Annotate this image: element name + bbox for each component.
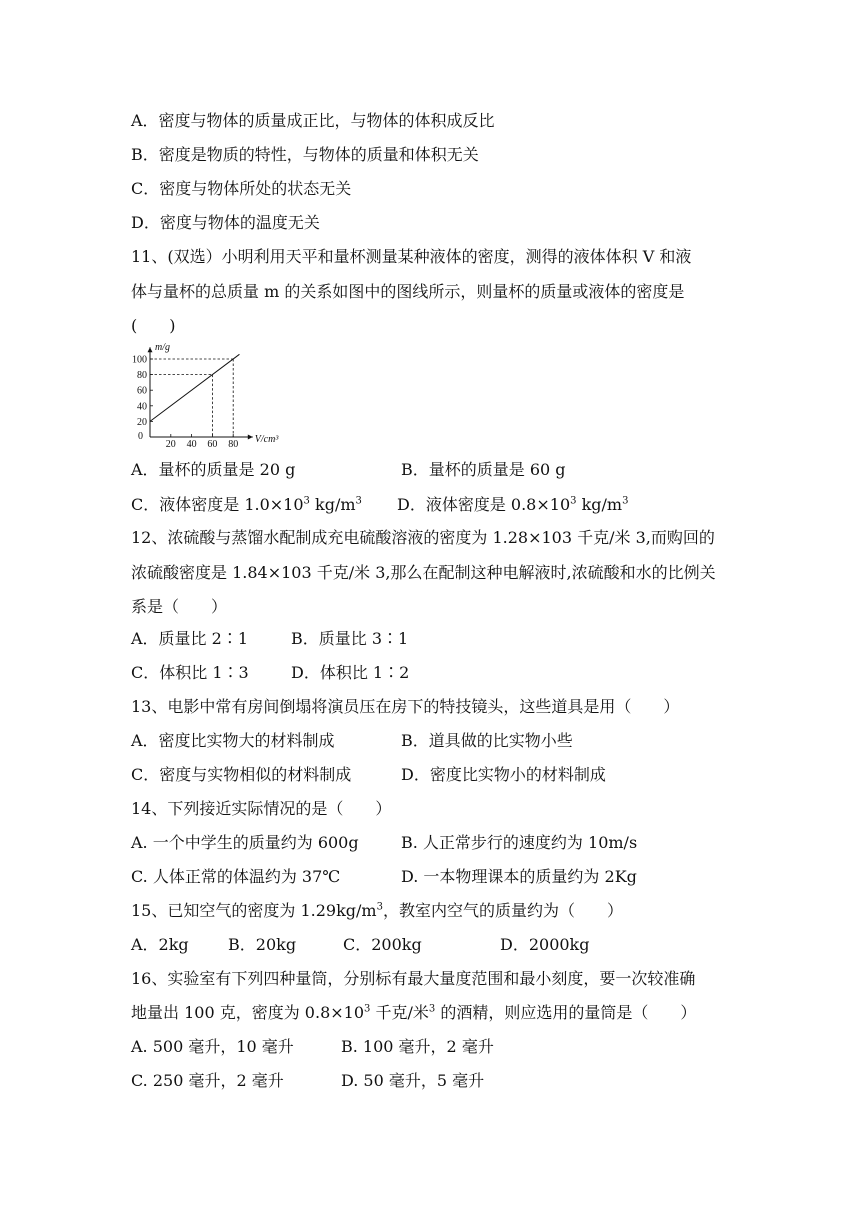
q13-option-b: B．道具做的比实物小些 — [401, 731, 573, 750]
x-tick-label: 20 — [165, 439, 176, 450]
graph-guides — [150, 359, 233, 437]
y-tick-label: 100 — [132, 354, 147, 366]
q12-stem-line3: 系是（ ） — [131, 597, 228, 616]
q16-option-d: D. 50 毫升，5 毫升 — [341, 1071, 485, 1090]
q16-stem-line2: 地量出 100 克，密度为 $0.8\times 10^3$ 千克/米$^3$ 的酒精，则应选用的量筒是（ ） — [131, 1003, 697, 1022]
q11-stem-line2: 体与量杯的总质量 m 的关系如图中的图线所示，则量杯的质量或液体的密度是 — [131, 282, 685, 301]
q15-option-d: D．2000kg — [500, 935, 590, 954]
q14-option-d: D. 一本物理课本的质量约为 2Kg — [401, 867, 637, 886]
q14-stem: 14、下列接近实际情况的是（ ） — [131, 799, 392, 818]
x-axis-arrow — [248, 435, 253, 440]
q10-option-c: C．密度与物体所处的状态无关 — [131, 179, 352, 198]
q10-option-d: D．密度与物体的温度无关 — [131, 213, 320, 232]
origin-label: 0 — [138, 431, 143, 442]
y-axis-label: m/g — [155, 342, 170, 354]
graph-labels — [132, 342, 279, 450]
q12-option-a: A．质量比 2∶1 — [131, 629, 249, 648]
q13-stem: 13、电影中常有房间倒塌将演员压在房下的特技镜头，这些道具是用（ ） — [131, 697, 680, 716]
q11-option-d: D．液体密度是 $0.8\times 10^3$ $kg/m^3$ — [397, 495, 629, 514]
q13-option-a: A．密度比实物大的材料制成 — [131, 731, 335, 750]
q15-stem: 15、已知空气的密度为 $1.29kg/m^3$，教室内空气的质量约为（ ） — [131, 901, 623, 920]
q16-option-b: B. 100 毫升，2 毫升 — [341, 1037, 494, 1056]
q14-option-b: B. 人正常步行的速度约为 10m/s — [401, 833, 638, 852]
q12-stem-line2: 浓硫酸密度是 1.84×103 千克/米 3,那么在配制这种电解液时,浓硫酸和水的比例关 — [131, 563, 716, 582]
graph-series — [150, 354, 239, 421]
x-tick-label: 60 — [207, 439, 218, 450]
q10-option-a: A．密度与物体的质量成正比，与物体的体积成反比 — [131, 111, 495, 130]
y-tick-label: 80 — [137, 370, 147, 382]
graph-axes — [148, 347, 253, 439]
q16-stem-line1: 16、实验室有下列四种量筒，分别标有最大量度范围和最小刻度，要一次较准确 — [131, 969, 696, 988]
y-tick-label: 60 — [137, 385, 147, 397]
y-axis-arrow — [148, 347, 153, 352]
q16-option-c: C. 250 毫升，2 毫升 — [131, 1071, 284, 1090]
y-tick-label: 40 — [137, 401, 147, 413]
y-tick-label: 20 — [137, 416, 147, 428]
q13-option-c: C．密度与实物相似的材料制成 — [131, 765, 352, 784]
q11-mass-volume-graph — [118, 338, 288, 450]
q15-option-b: B．20kg — [228, 935, 297, 954]
x-axis-label: V/cm³ — [254, 434, 279, 445]
q15-option-a: A．2kg — [131, 935, 189, 954]
q11-option-b: B．量杯的质量是 60 g — [401, 460, 566, 479]
q11-option-a: A．量杯的质量是 20 g — [131, 460, 296, 479]
q12-stem-line1: 12、浓硫酸与蒸馏水配制成充电硫酸溶液的密度为 1.28×103 千克/米 3,而购回的 — [131, 528, 715, 547]
q12-option-d: D．体积比 1∶2 — [291, 663, 410, 682]
series-line — [150, 354, 239, 421]
q11-stem-line1: 11、(双选）小明利用天平和量杯测量某种液体的密度，测得的液体体积 V 和液 — [131, 247, 692, 266]
q13-option-d: D．密度比实物小的材料制成 — [401, 765, 606, 784]
q12-option-b: B．质量比 3∶1 — [291, 629, 409, 648]
q12-option-c: C．体积比 1∶3 — [131, 663, 249, 682]
q11-stem-line3: ( ) — [131, 316, 176, 335]
x-tick-label: 80 — [228, 439, 239, 450]
q15-option-c: C．200kg — [343, 935, 422, 954]
q16-option-a: A. 500 毫升，10 毫升 — [131, 1037, 294, 1056]
q14-option-c: C. 人体正常的体温约为 37℃ — [131, 867, 341, 886]
q11-option-c: C．液体密度是 $1.0\times 10^3$ $kg/m^3$ — [131, 495, 362, 514]
q14-option-a: A. 一个中学生的质量约为 600g — [131, 833, 359, 852]
q10-option-b: B．密度是物质的特性，与物体的质量和体积无关 — [131, 145, 479, 164]
x-tick-label: 40 — [186, 439, 197, 450]
